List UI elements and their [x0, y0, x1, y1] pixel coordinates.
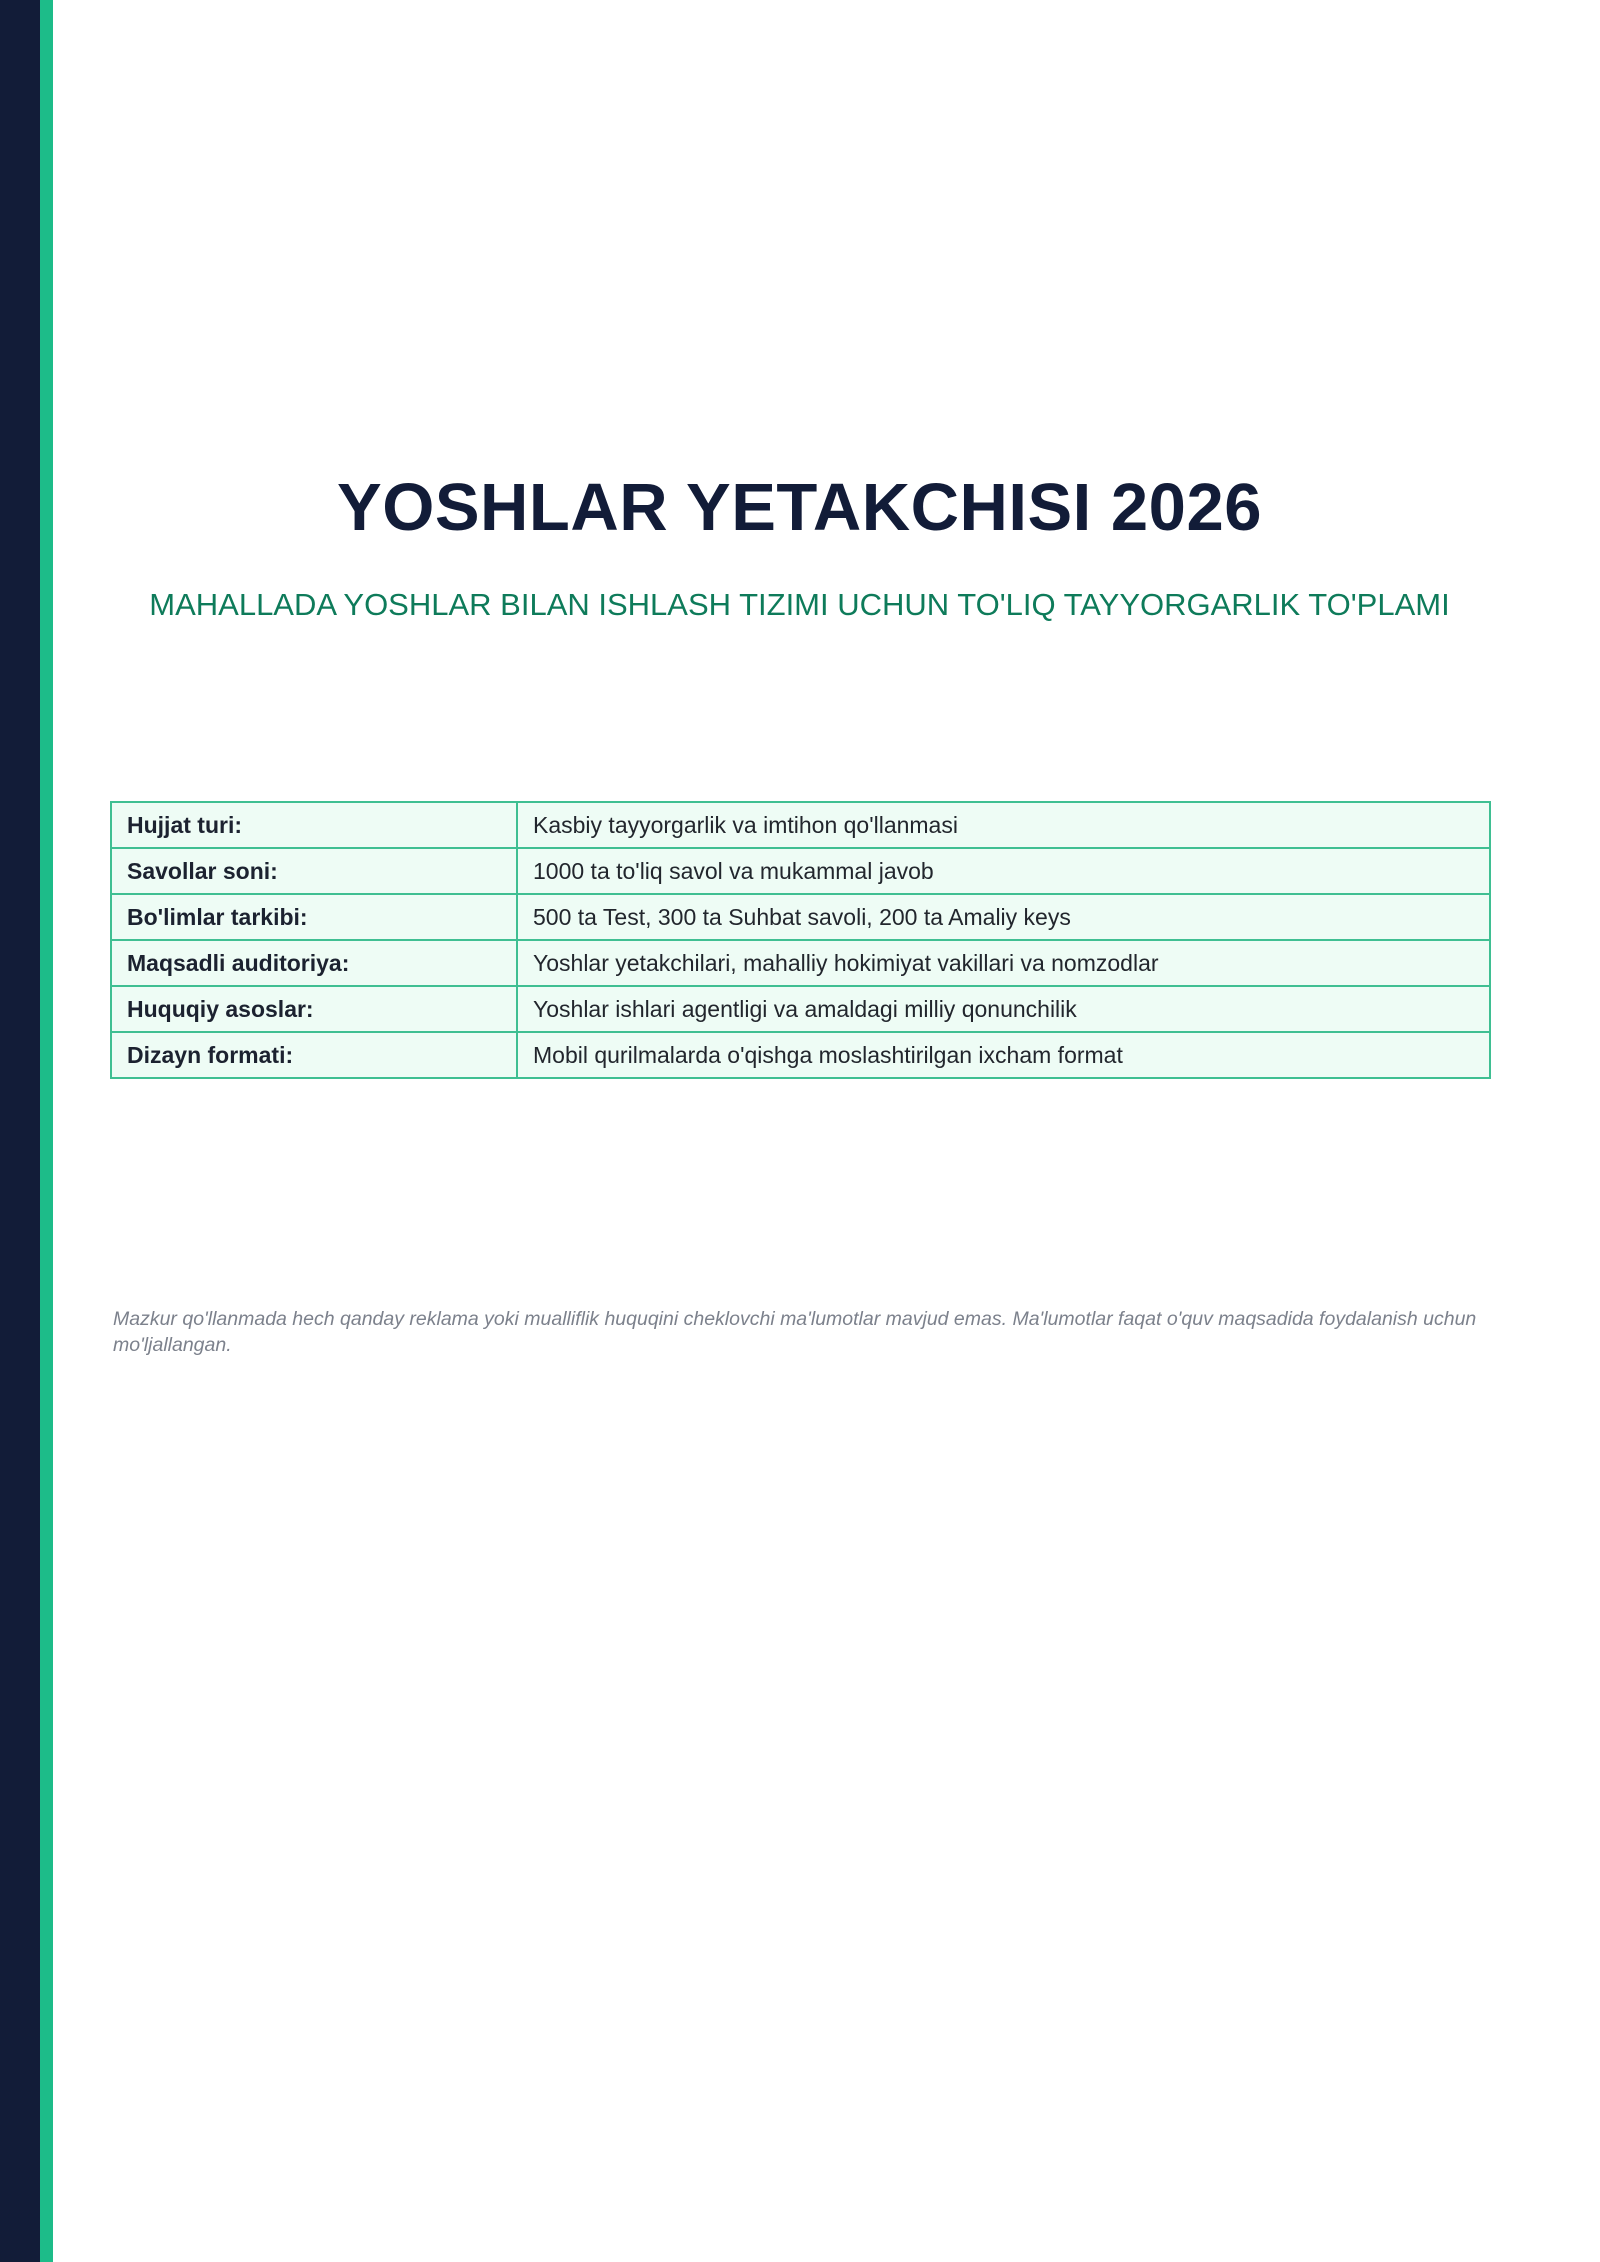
- row-label: Hujjat turi:: [111, 802, 517, 848]
- sidebar-dark-stripe: [0, 0, 40, 2262]
- row-value: 500 ta Test, 300 ta Suhbat savoli, 200 ta Amaliy keys: [517, 894, 1490, 940]
- sidebar-accent-stripe: [40, 0, 53, 2262]
- row-label: Huquqiy asoslar:: [111, 986, 517, 1032]
- row-value: Yoshlar yetakchilari, mahalliy hokimiyat vakillari va nomzodlar: [517, 940, 1490, 986]
- table-row: [111, 802, 1490, 848]
- table-row: [111, 986, 1490, 1032]
- disclaimer-note: Mazkur qo'llanmada hech qanday reklama yoki mualliflik huquqini cheklovchi ma'lumotlar mavjud emas. Ma'lumotlar faqat o'quv maqsadida foydalanish uchun mo'ljallangan.: [113, 1308, 1477, 1356]
- row-value: 1000 ta to'liq savol va mukammal javob: [517, 848, 1490, 894]
- row-value: Mobil qurilmalarda o'qishga moslashtirilgan ixcham format: [517, 1032, 1490, 1078]
- row-value: Yoshlar ishlari agentligi va amaldagi milliy qonunchilik: [517, 986, 1490, 1032]
- row-label: Dizayn formati:: [111, 1032, 517, 1078]
- document-title: YOSHLAR YETAKCHISI 2026: [337, 470, 1262, 545]
- row-label: Bo'limlar tarkibi:: [111, 894, 517, 940]
- info-table: [110, 801, 1491, 1079]
- table-row: [111, 894, 1490, 940]
- table-row: [111, 1032, 1490, 1078]
- document-subtitle: MAHALLADA YOSHLAR BILAN ISHLASH TIZIMI UCHUN TO'LIQ TAYYORGARLIK TO'PLAMI: [149, 587, 1450, 622]
- row-value: Kasbiy tayyorgarlik va imtihon qo'llanmasi: [517, 802, 1490, 848]
- row-label: Maqsadli auditoriya:: [111, 940, 517, 986]
- table-row: [111, 940, 1490, 986]
- row-label: Savollar soni:: [111, 848, 517, 894]
- table-row: [111, 848, 1490, 894]
